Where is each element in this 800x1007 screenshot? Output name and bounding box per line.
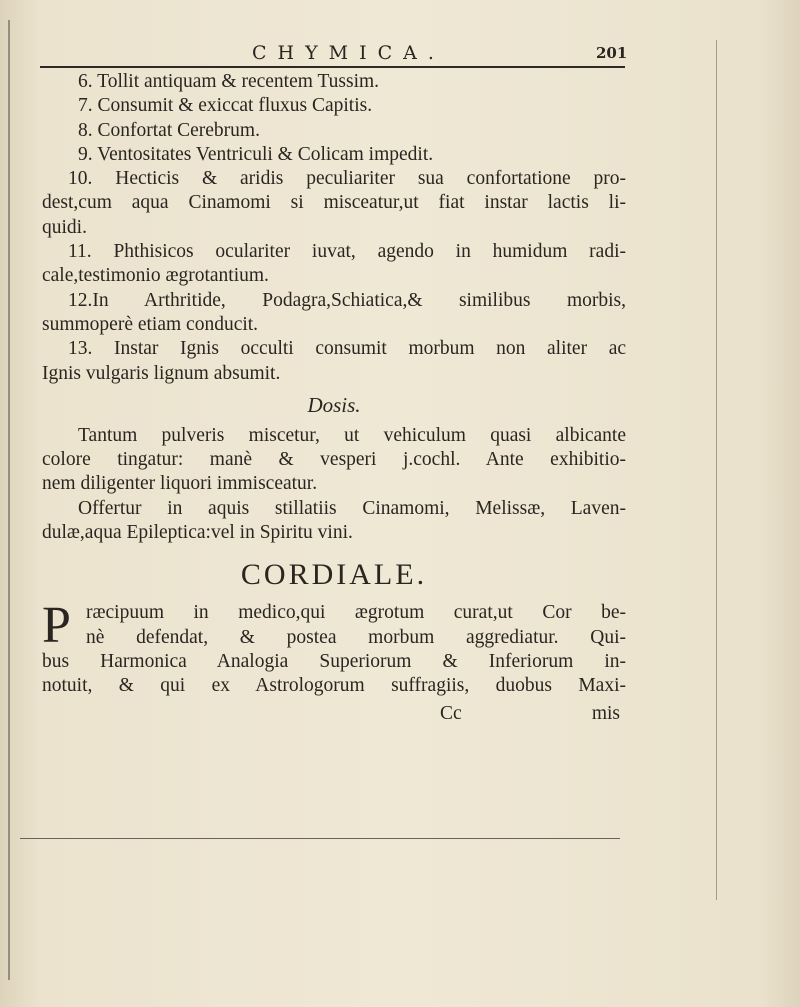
header-rule [40, 66, 625, 68]
running-head: CHYMICA. [252, 42, 445, 64]
list-item: 7. Consumit & exiccat fluxus Capitis. [78, 95, 373, 117]
page-header [40, 38, 628, 66]
list-item: 8. Confortat Cerebrum. [78, 119, 260, 141]
dosis-paragraph-line: Tantum pulveris miscetur, ut vehiculum quasi albicante [78, 424, 626, 446]
signature-mark: Cc [440, 702, 462, 724]
list-item-12-line: 12.In Arthritide, Podagra,Schiatica,& similibus morbis, [68, 289, 626, 311]
section-heading-cordiale: CORDIALE. [240, 558, 428, 592]
dosis-paragraph-line: nem diligenter liquori immisceatur. [42, 473, 318, 495]
catchline [42, 699, 626, 729]
bottom-rule [20, 838, 620, 839]
offertur-paragraph-line: Offertur in aquis stillatiis Cinamomi, Melissæ, Laven- [78, 497, 626, 519]
list-item-11-line: 11. Phthisicos oculariter iuvat, agendo in humidum radi- [68, 241, 626, 263]
list-item-10-line: quidi. [42, 216, 87, 238]
page-edge-left [8, 20, 10, 980]
cordiale-paragraph-line: bus Harmonica Analogia Superiorum & Inferiorum in- [42, 650, 626, 672]
section-heading-dosis: Dosis. [307, 392, 361, 417]
list-item-10-line: dest,cum aqua Cinamomi si misceatur,ut fiat instar lactis li- [42, 192, 626, 214]
drop-cap: P [42, 597, 71, 655]
cordiale-paragraph-line: ræcipuum in medico,qui ægrotum curat,ut Cor be- [86, 602, 626, 624]
cordiale-paragraph [42, 597, 626, 698]
catchword: mis [591, 702, 620, 724]
offertur-paragraph-line: dulæ,aqua Epileptica:vel in Spiritu vini. [42, 522, 353, 544]
list-item-12-line: summoperè etiam conducit. [42, 313, 259, 335]
text-body [42, 70, 626, 729]
list-item-11-line: cale,testimonio ægrotantium. [42, 265, 269, 287]
page-number: 201 [596, 44, 628, 62]
list-item-10-line: 10. Hecticis & aridis peculiariter sua confortatione pro- [68, 168, 626, 190]
list-item-13-line: 13. Instar Ignis occulti consumit morbum non aliter ac [68, 338, 626, 360]
cordiale-paragraph-line: notuit, & qui ex Astrologorum suffragiis, duobus Maxi- [42, 675, 626, 697]
page-edge-right [716, 40, 717, 900]
cordiale-paragraph-line: nè defendat, & postea morbum aggrediatur. Qui- [86, 626, 626, 648]
list-item-13-line: Ignis vulgaris lignum absumit. [42, 362, 281, 384]
list-item: 6. Tollit antiquam & recentem Tussim. [78, 71, 380, 92]
list-item: 9. Ventositates Ventriculi & Colicam impedit. [78, 143, 434, 165]
dosis-paragraph-line: colore tingatur: manè & vesperi j.cochl. Ante exhibitio- [42, 449, 626, 471]
